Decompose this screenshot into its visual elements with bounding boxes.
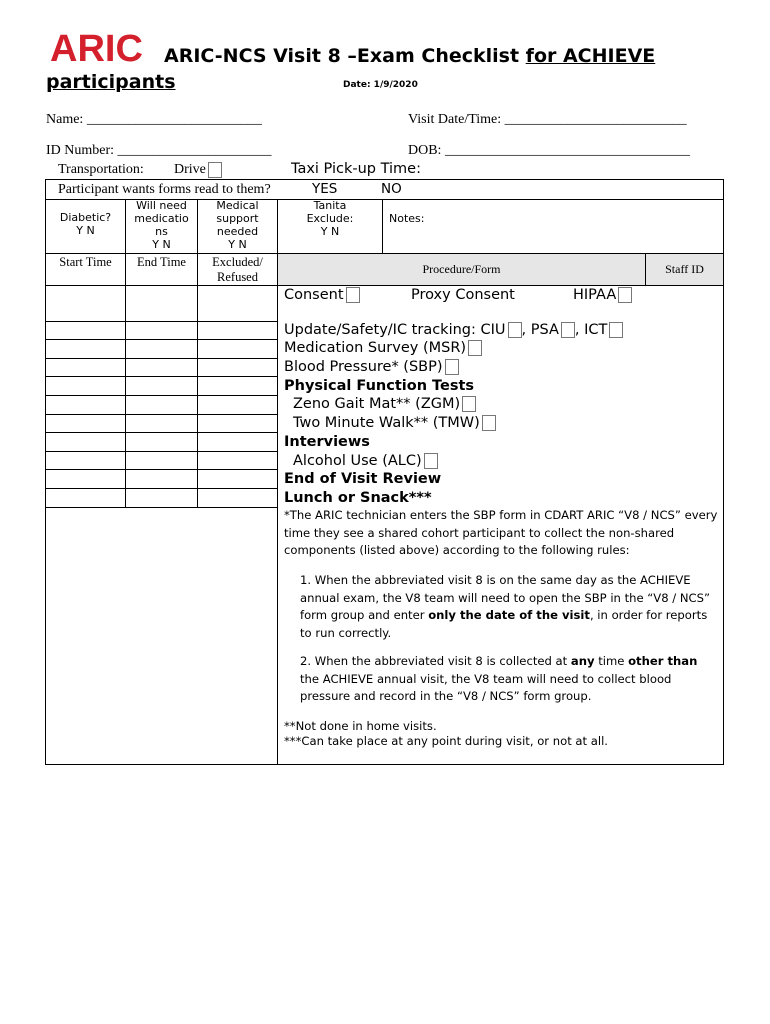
pft-label: Physical Function Tests: [284, 378, 475, 394]
rule-1-b: only the date of the visit: [428, 608, 590, 622]
psa-label: , PSA: [521, 322, 559, 338]
medications-question: [126, 199, 197, 251]
update-tracking-item[interactable]: [284, 322, 623, 338]
interviews-label: Interviews: [284, 434, 370, 450]
hipaa-label: HIPAA: [573, 287, 617, 303]
tmw-item[interactable]: [293, 415, 496, 431]
proxy-consent-item: [411, 287, 515, 303]
meds-line3: ns: [155, 225, 168, 238]
lunch-footnote: ***Can take place at any point during visit, or not at all.: [284, 734, 608, 748]
sbp-footnote: *The ARIC technician enters the SBP form in CDART ARIC “V8 / NCS” every time they see a shared cohort participant to collect the non-shared components (listed above) according to the following rules:: [284, 508, 718, 557]
document-date: Date: 1/9/2020: [343, 80, 418, 90]
lunch-heading: [284, 490, 432, 506]
meds-line1: Will need: [136, 199, 187, 212]
sbp-label: Blood Pressure* (SBP): [284, 359, 443, 375]
pft-heading: [284, 378, 474, 394]
ciu-checkbox[interactable]: [508, 322, 522, 338]
procedure-header: Procedure/Form: [422, 262, 501, 276]
alc-label: Alcohol Use (ALC): [293, 453, 422, 469]
rule-2-a: 2. When the abbreviated visit 8 is collected at: [300, 654, 571, 668]
msr-label: Medication Survey (MSR): [284, 340, 467, 356]
support-line1: Medical: [216, 199, 259, 212]
notes-label: Notes:: [389, 212, 425, 225]
tanita-line2: Exclude:: [306, 212, 354, 225]
diabetic-label: Diabetic?: [59, 211, 112, 224]
tmw-label: Two Minute Walk** (TMW): [293, 415, 480, 431]
support-line3: needed: [216, 225, 259, 238]
rule-1-c: , in order for reports to run correctly.: [300, 608, 708, 640]
tmw-checkbox[interactable]: [482, 415, 496, 431]
excluded-line2: Refused: [217, 270, 258, 284]
psa-checkbox[interactable]: [561, 322, 575, 338]
tanita-yn[interactable]: Y N: [320, 225, 340, 238]
update-label: Update/Safety/IC tracking: CIU: [284, 322, 506, 338]
end-time-header: End Time: [137, 255, 186, 269]
rule-2-c: time: [594, 654, 629, 668]
drive-option[interactable]: [174, 162, 222, 178]
rule-2-e: the ACHIEVE annual visit, the V8 team will need to collect blood pressure and record in the “V8 / NCS” form group.: [300, 671, 672, 703]
msr-checkbox[interactable]: [468, 340, 482, 356]
hipaa-item[interactable]: [573, 287, 632, 303]
title-underlined: for ACHIEVE: [525, 45, 656, 67]
rule-2: [300, 653, 720, 706]
sbp-checkbox[interactable]: [445, 359, 459, 375]
tanita-line1: Tanita: [313, 199, 347, 212]
taxi-pickup-label: Taxi Pick-up Time:: [291, 161, 421, 177]
zgm-label: Zeno Gait Mat** (ZGM): [293, 396, 461, 412]
meds-line2: medicatio: [134, 212, 189, 225]
tanita-question: [278, 199, 382, 238]
support-line2: support: [216, 212, 259, 225]
excluded-header: [198, 255, 277, 285]
page-subtitle: participants: [46, 71, 176, 93]
read-forms-yes[interactable]: YES: [312, 181, 338, 197]
rule-1-a: 1. When the abbreviated visit 8 is on the same day as the ACHIEVE annual exam, the V8 team will need to open the SBP in the “V8 / NCS” form group and enter: [300, 573, 711, 622]
read-forms-no[interactable]: NO: [381, 181, 402, 197]
diabetic-question: [46, 211, 125, 237]
ict-checkbox[interactable]: [609, 322, 623, 338]
alc-checkbox[interactable]: [424, 453, 438, 469]
id-number-field[interactable]: ID Number: ______________________: [46, 143, 272, 158]
eov-label: End of Visit Review: [284, 471, 442, 487]
end-of-visit-heading: [284, 471, 441, 487]
name-field[interactable]: Name: _________________________: [46, 112, 262, 127]
excluded-line1: Excluded/: [212, 255, 263, 269]
drive-label: Drive: [174, 162, 206, 178]
logo-text: ARIC: [50, 30, 143, 64]
ict-label: , ICT: [574, 322, 608, 338]
zgm-checkbox[interactable]: [462, 396, 476, 412]
zgm-item[interactable]: [293, 396, 476, 412]
consent-label: Consent: [284, 287, 344, 303]
support-yn[interactable]: Y N: [228, 238, 247, 251]
rule-2-d: other than: [628, 654, 698, 668]
sbp-item[interactable]: [284, 359, 459, 375]
meds-yn[interactable]: Y N: [152, 238, 171, 251]
diabetic-yn[interactable]: Y N: [76, 224, 95, 237]
visit-datetime-field[interactable]: Visit Date/Time: __________________________: [408, 112, 687, 127]
hipaa-checkbox[interactable]: [618, 287, 632, 303]
staff-id-header: Staff ID: [665, 262, 704, 276]
alc-item[interactable]: [293, 453, 438, 469]
transportation-label: Transportation:: [58, 162, 144, 177]
home-visit-footnote: **Not done in home visits.: [284, 719, 437, 733]
rule-1: [300, 572, 720, 642]
aric-logo: [50, 30, 160, 64]
consent-checkbox[interactable]: [346, 287, 360, 303]
drive-checkbox[interactable]: [208, 162, 222, 178]
proxy-consent-label: Proxy Consent: [411, 287, 515, 303]
support-question: [198, 199, 277, 251]
lunch-label: Lunch or Snack***: [284, 490, 432, 506]
page-title: [164, 45, 655, 67]
rule-2-b: any: [570, 654, 595, 668]
dob-field[interactable]: DOB: ___________________________________: [408, 143, 690, 158]
consent-item[interactable]: [284, 287, 360, 303]
read-forms-question: Participant wants forms read to them?: [58, 182, 271, 197]
msr-item[interactable]: [284, 340, 482, 356]
interviews-heading: [284, 434, 370, 450]
start-time-header: Start Time: [59, 255, 112, 269]
title-prefix: ARIC-NCS Visit 8 –Exam Checklist: [164, 45, 526, 67]
